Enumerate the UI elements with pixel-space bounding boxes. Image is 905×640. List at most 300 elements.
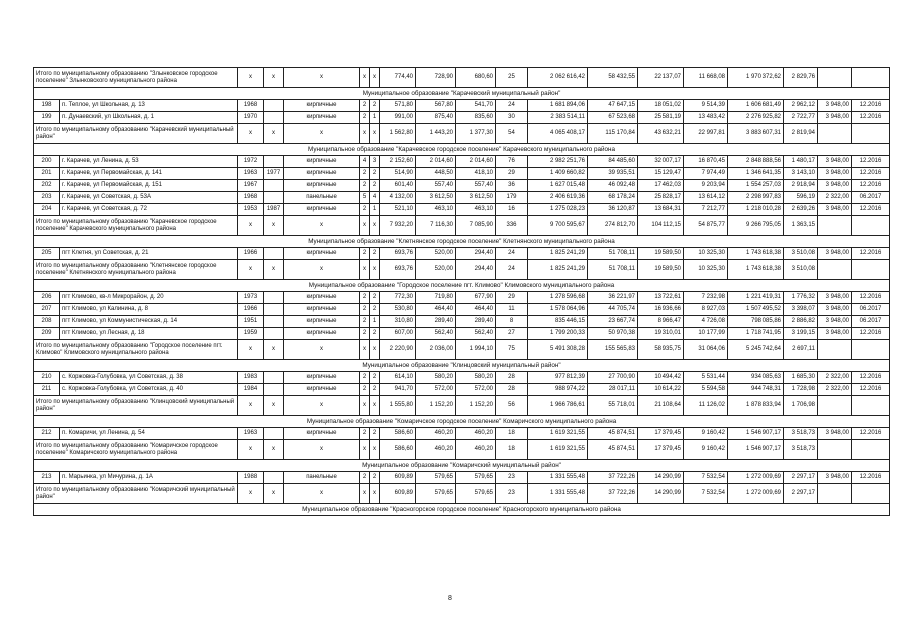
table-cell: х xyxy=(370,484,380,504)
table-cell: 1 443,20 xyxy=(416,124,456,144)
table-cell: х xyxy=(360,440,370,460)
table-cell: 562,40 xyxy=(456,328,496,340)
table-cell: 68 178,24 xyxy=(588,192,638,204)
table-cell: кирпичные xyxy=(284,168,360,180)
row-number: 212 xyxy=(34,428,60,440)
table-cell: 23 xyxy=(496,484,528,504)
table-cell xyxy=(852,396,890,416)
table-cell: 2 xyxy=(360,316,370,328)
table-cell: 2 xyxy=(360,372,370,384)
table-cell: 23 667,74 xyxy=(588,316,638,328)
table-cell: 76 xyxy=(496,156,528,168)
table-cell: 1987 xyxy=(264,204,284,216)
table-cell: 19 589,50 xyxy=(638,248,684,260)
table-cell: 289,40 xyxy=(416,316,456,328)
section-title: Муниципальное образование "Клетнянское городское поселение" Клетнянского муниципального района xyxy=(34,236,890,248)
table-cell: 4 726,08 xyxy=(684,316,728,328)
table-cell xyxy=(264,316,284,328)
table-cell: 460,20 xyxy=(416,440,456,460)
table-cell xyxy=(264,192,284,204)
section-title: Муниципальное образование "Городское поселение пгт. Климово" Климовского муниципального района xyxy=(34,280,890,292)
table-cell: 274 812,70 xyxy=(588,216,638,236)
table-cell: 3 948,00 xyxy=(818,248,852,260)
table-cell: 1 272 009,69 xyxy=(728,484,784,504)
table-cell: 3 xyxy=(370,156,380,168)
table-cell: 24 xyxy=(496,248,528,260)
table-cell: 601,40 xyxy=(380,180,416,192)
table-cell: 977 812,39 xyxy=(528,372,588,384)
table-cell: 14 290,99 xyxy=(638,472,684,484)
table-cell: 310,80 xyxy=(380,316,416,328)
table-cell: 521,10 xyxy=(380,204,416,216)
address-cell: г. Карачев, ул Советская, д. 72 xyxy=(60,204,238,216)
total-label: Итого по муниципальному образованию "Клинцовский муниципальный район" xyxy=(34,396,238,416)
table-cell: 609,89 xyxy=(380,484,416,504)
address-cell: г. Карачев, ул Первомайская, д. 141 xyxy=(60,168,238,180)
table-cell: 464,40 xyxy=(416,304,456,316)
table-row xyxy=(34,292,890,304)
table-cell: кирпичные xyxy=(284,292,360,304)
table-cell xyxy=(818,124,852,144)
table-cell: 3 948,00 xyxy=(818,292,852,304)
table-cell xyxy=(264,372,284,384)
table-cell: 39 935,51 xyxy=(588,168,638,180)
table-cell: 2 886,82 xyxy=(784,316,818,328)
table-cell: х xyxy=(284,484,360,504)
table-cell: 4 xyxy=(360,156,370,168)
table-cell: 37 722,26 xyxy=(588,472,638,484)
table-cell: 29 xyxy=(496,292,528,304)
table-cell: кирпичные xyxy=(284,372,360,384)
table-row xyxy=(34,304,890,316)
row-number: 198 xyxy=(34,100,60,112)
table-cell xyxy=(818,340,852,360)
table-cell: 4 132,00 xyxy=(380,192,416,204)
table-cell: х xyxy=(370,396,380,416)
address-cell: п. Теплое, ул Школьная, д. 13 xyxy=(60,100,238,112)
table-cell xyxy=(852,440,890,460)
table-cell xyxy=(264,100,284,112)
table-cell: 21 108,64 xyxy=(638,396,684,416)
table-cell: 1 275 028,23 xyxy=(528,204,588,216)
table-cell: 3 518,73 xyxy=(784,440,818,460)
table-cell: 579,65 xyxy=(456,472,496,484)
table-cell: 579,65 xyxy=(416,484,456,504)
table-cell: 22 137,07 xyxy=(638,68,684,88)
table-cell: 2 639,26 xyxy=(784,204,818,216)
table-cell: 2 xyxy=(370,168,380,180)
table-cell: 1 331 555,48 xyxy=(528,484,588,504)
table-cell: х xyxy=(370,124,380,144)
table-cell: 2 322,00 xyxy=(818,372,852,384)
table-row xyxy=(34,328,890,340)
table-cell xyxy=(818,440,852,460)
address-cell: пгт Климово, ул Лесная, д. 18 xyxy=(60,328,238,340)
table-cell: 9 700 595,67 xyxy=(528,216,588,236)
table-cell: 25 xyxy=(496,68,528,88)
table-cell: 2 xyxy=(370,180,380,192)
table-cell: 567,80 xyxy=(416,100,456,112)
row-number: 201 xyxy=(34,168,60,180)
table-cell: 32 007,17 xyxy=(638,156,684,168)
total-row xyxy=(34,216,890,236)
table-cell: 18 xyxy=(496,440,528,460)
table-cell: х xyxy=(238,124,264,144)
table-cell: 12.2016 xyxy=(852,428,890,440)
table-cell: 1 546 907,17 xyxy=(728,440,784,460)
table-cell: 1 377,30 xyxy=(456,124,496,144)
table-cell xyxy=(852,216,890,236)
table-cell: 9 160,42 xyxy=(684,440,728,460)
address-cell: пгт Клетня, ул Советская, д. 21 xyxy=(60,248,238,260)
table-cell: 2 297,17 xyxy=(784,484,818,504)
table-cell: х xyxy=(370,68,380,88)
table-row xyxy=(34,384,890,396)
table-cell: 3 510,08 xyxy=(784,260,818,280)
table-cell: 571,80 xyxy=(380,100,416,112)
table-cell: 579,65 xyxy=(416,472,456,484)
table-cell xyxy=(818,216,852,236)
table-cell: 84 485,60 xyxy=(588,156,638,168)
table-cell: х xyxy=(370,216,380,236)
table-cell: 1953 xyxy=(238,204,264,216)
total-row xyxy=(34,68,890,88)
page-number: 8 xyxy=(448,595,452,602)
table-cell: 1 878 833,94 xyxy=(728,396,784,416)
table-cell: 460,20 xyxy=(416,428,456,440)
total-row xyxy=(34,260,890,280)
table-cell: 1 480,17 xyxy=(784,156,818,168)
row-number: 208 xyxy=(34,316,60,328)
table-cell: 8 927,03 xyxy=(684,304,728,316)
table-cell: 1 606 681,49 xyxy=(728,100,784,112)
table-cell: 31 064,06 xyxy=(684,340,728,360)
table-cell: 294,40 xyxy=(456,248,496,260)
table-cell: 1951 xyxy=(238,316,264,328)
table-cell: 1 xyxy=(370,112,380,124)
table-cell: 17 379,45 xyxy=(638,440,684,460)
total-label: Итого по муниципальному образованию "Клетнянское городское поселение" Клетнянского муниципального района xyxy=(34,260,238,280)
table-cell: 06.2017 xyxy=(852,316,890,328)
table-cell: 2 xyxy=(360,428,370,440)
table-cell: 47 647,15 xyxy=(588,100,638,112)
table-cell: 14 290,99 xyxy=(638,484,684,504)
table-cell xyxy=(264,304,284,316)
table-cell: 2 xyxy=(360,112,370,124)
table-cell: 2 297,17 xyxy=(784,472,818,484)
table-cell: 875,40 xyxy=(416,112,456,124)
row-number: 211 xyxy=(34,384,60,396)
table-cell: кирпичные xyxy=(284,248,360,260)
table-cell: 1967 xyxy=(238,180,264,192)
section-header-row xyxy=(34,280,890,292)
table-cell xyxy=(818,396,852,416)
total-row xyxy=(34,440,890,460)
table-cell: х xyxy=(264,260,284,280)
total-label: Итого по муниципальному образованию "Городское поселение пгт. Климово" Климовского муниципального района xyxy=(34,340,238,360)
table-cell: 941,70 xyxy=(380,384,416,396)
table-cell: 06.2017 xyxy=(852,192,890,204)
section-header-row xyxy=(34,460,890,472)
table-cell: 2 276 925,82 xyxy=(728,112,784,124)
table-cell: 3 948,00 xyxy=(818,304,852,316)
row-number: 210 xyxy=(34,372,60,384)
row-number: 209 xyxy=(34,328,60,340)
address-cell: пгт Климово, ул Коммунистическая, д. 14 xyxy=(60,316,238,328)
address-cell: пгт Климово, кв-л Микрорайон, д. 20 xyxy=(60,292,238,304)
table-cell: 2 xyxy=(370,384,380,396)
section-header-row xyxy=(34,88,890,100)
table-cell: 10 325,30 xyxy=(684,248,728,260)
table-cell: 2 014,60 xyxy=(416,156,456,168)
table-cell: 54 xyxy=(496,124,528,144)
table-row xyxy=(34,204,890,216)
address-cell: с. Коржовка-Голубовка, ул Советская, д. 40 xyxy=(60,384,238,396)
row-number: 213 xyxy=(34,472,60,484)
table-cell: х xyxy=(360,396,370,416)
address-cell: п. Дунаевский, ул Школьная, д. 1 xyxy=(60,112,238,124)
table-row xyxy=(34,168,890,180)
table-cell: 2 829,76 xyxy=(784,68,818,88)
table-cell: 27 700,90 xyxy=(588,372,638,384)
table-cell: 16 xyxy=(496,204,528,216)
table-cell xyxy=(852,484,890,504)
table-body xyxy=(34,68,890,516)
table-cell: 1 994,10 xyxy=(456,340,496,360)
address-cell: г. Карачев, ул Ленина, д. 53 xyxy=(60,156,238,168)
table-cell: 1 966 786,61 xyxy=(528,396,588,416)
table-cell: 3 948,00 xyxy=(818,112,852,124)
table-cell: 9 266 795,05 xyxy=(728,216,784,236)
table-cell: 9 160,42 xyxy=(684,428,728,440)
table-cell: 55 718,01 xyxy=(588,396,638,416)
table-cell: 1 218 010,28 xyxy=(728,204,784,216)
table-cell: 5 245 742,64 xyxy=(728,340,784,360)
table-cell: 10 614,22 xyxy=(638,384,684,396)
table-cell: 12.2016 xyxy=(852,372,890,384)
table-cell: 2 697,11 xyxy=(784,340,818,360)
table-cell: 1 728,98 xyxy=(784,384,818,396)
address-cell: п. Комаричи, ул Ленина, д. 54 xyxy=(60,428,238,440)
table-cell: 2 xyxy=(360,472,370,484)
table-cell: 614,10 xyxy=(380,372,416,384)
table-cell: х xyxy=(264,216,284,236)
table-cell xyxy=(818,68,852,88)
table-cell: 67 523,68 xyxy=(588,112,638,124)
table-cell: 13 684,31 xyxy=(638,204,684,216)
table-cell: 50 970,38 xyxy=(588,328,638,340)
table-cell: 418,10 xyxy=(456,168,496,180)
table-cell: 3 948,00 xyxy=(818,180,852,192)
table-cell: 3 612,50 xyxy=(416,192,456,204)
table-cell: 2 036,00 xyxy=(416,340,456,360)
table-cell: 1 xyxy=(370,204,380,216)
table-cell: 557,40 xyxy=(456,180,496,192)
table-cell: 11 126,02 xyxy=(684,396,728,416)
table-cell: 728,90 xyxy=(416,68,456,88)
table-cell: 16 870,45 xyxy=(684,156,728,168)
table-cell: 1968 xyxy=(238,100,264,112)
table-cell: 12.2016 xyxy=(852,248,890,260)
table-cell: 2 322,00 xyxy=(818,192,852,204)
table-cell: х xyxy=(284,440,360,460)
table-cell: х xyxy=(238,396,264,416)
table-row xyxy=(34,372,890,384)
table-cell: 1 346 641,35 xyxy=(728,168,784,180)
table-cell: 991,00 xyxy=(380,112,416,124)
table-cell: 580,20 xyxy=(456,372,496,384)
row-number: 205 xyxy=(34,248,60,260)
table-cell: 58 432,55 xyxy=(588,68,638,88)
table-cell: 1 221 419,31 xyxy=(728,292,784,304)
section-header-row xyxy=(34,144,890,156)
table-cell: 448,50 xyxy=(416,168,456,180)
table-cell: 289,40 xyxy=(456,316,496,328)
table-cell: 24 xyxy=(496,100,528,112)
table-cell: 155 565,83 xyxy=(588,340,638,360)
table-cell: панельные xyxy=(284,192,360,204)
table-cell: 3 518,73 xyxy=(784,428,818,440)
table-cell: 3 948,00 xyxy=(818,328,852,340)
table-cell: 1984 xyxy=(238,384,264,396)
table-cell: 56 xyxy=(496,396,528,416)
table-cell xyxy=(852,340,890,360)
table-cell: 2 298 997,83 xyxy=(728,192,784,204)
table-cell: 28 xyxy=(496,384,528,396)
table-cell: 1970 xyxy=(238,112,264,124)
table-cell: 1 152,20 xyxy=(416,396,456,416)
table-cell: 10 325,30 xyxy=(684,260,728,280)
section-title: Муниципальное образование "Комаричский муниципальный район" xyxy=(34,460,890,472)
table-cell: 1988 xyxy=(238,472,264,484)
total-row xyxy=(34,124,890,144)
section-title: Муниципальное образование "Карачевский муниципальный район" xyxy=(34,88,890,100)
table-cell: 514,90 xyxy=(380,168,416,180)
table-cell: 2 xyxy=(360,328,370,340)
table-cell: 2 383 514,11 xyxy=(528,112,588,124)
table-cell: 3 510,08 xyxy=(784,248,818,260)
table-cell: 2 xyxy=(360,204,370,216)
table-cell: 2 xyxy=(360,100,370,112)
table-cell: 835,60 xyxy=(456,112,496,124)
table-cell: х xyxy=(264,68,284,88)
table-cell: кирпичные xyxy=(284,156,360,168)
table-cell: 2 xyxy=(360,248,370,260)
table-cell: 22 997,81 xyxy=(684,124,728,144)
table-cell: 1 825 241,29 xyxy=(528,260,588,280)
table-cell: 28 xyxy=(496,372,528,384)
table-cell: х xyxy=(284,124,360,144)
table-cell: 1 331 555,48 xyxy=(528,472,588,484)
table-cell xyxy=(852,260,890,280)
table-cell: 17 379,45 xyxy=(638,428,684,440)
table-cell: 835 446,15 xyxy=(528,316,588,328)
table-row xyxy=(34,316,890,328)
total-row xyxy=(34,340,890,360)
table-cell: 3 948,00 xyxy=(818,204,852,216)
table-cell: 18 051,02 xyxy=(638,100,684,112)
table-cell: 5 594,58 xyxy=(684,384,728,396)
table-cell: 179 xyxy=(496,192,528,204)
table-cell xyxy=(264,328,284,340)
section-title: Муниципальное образование "Красногорское городское поселение" Красногорского муниципального района xyxy=(34,504,890,516)
table-cell: 798 085,86 xyxy=(728,316,784,328)
table-cell: 8 xyxy=(496,316,528,328)
table-cell: 1 619 321,55 xyxy=(528,428,588,440)
table-row xyxy=(34,112,890,124)
table-cell: х xyxy=(284,68,360,88)
table-cell: 7 116,30 xyxy=(416,216,456,236)
table-cell: 9 514,39 xyxy=(684,100,728,112)
table-cell: 1 743 618,38 xyxy=(728,260,784,280)
table-cell: 1 152,20 xyxy=(456,396,496,416)
table-cell: панельные xyxy=(284,472,360,484)
table-cell: 2 982 251,76 xyxy=(528,156,588,168)
table-cell: 2 xyxy=(370,304,380,316)
table-cell: кирпичные xyxy=(284,328,360,340)
table-cell: х xyxy=(360,216,370,236)
table-cell: 464,40 xyxy=(456,304,496,316)
table-cell: 1 562,80 xyxy=(380,124,416,144)
table-cell xyxy=(852,124,890,144)
table-cell: 36 120,87 xyxy=(588,204,638,216)
table-cell: 934 085,63 xyxy=(728,372,784,384)
table-cell: 677,90 xyxy=(456,292,496,304)
table-row xyxy=(34,192,890,204)
table-cell: х xyxy=(238,260,264,280)
table-cell xyxy=(264,428,284,440)
table-cell: 43 632,21 xyxy=(638,124,684,144)
table-cell: 1 627 015,48 xyxy=(528,180,588,192)
table-cell: х xyxy=(264,484,284,504)
table-cell: х xyxy=(238,440,264,460)
table-cell: кирпичные xyxy=(284,316,360,328)
total-label: Итого по муниципальному образованию "Комаричский муниципальный район" xyxy=(34,484,238,504)
table-cell: 460,20 xyxy=(456,440,496,460)
table-cell: 3 883 607,31 xyxy=(728,124,784,144)
table-cell: 51 708,11 xyxy=(588,260,638,280)
table-cell xyxy=(264,248,284,260)
table-cell: 4 065 408,17 xyxy=(528,124,588,144)
table-cell: х xyxy=(238,68,264,88)
table-cell: х xyxy=(360,68,370,88)
table-cell: 3 948,00 xyxy=(818,472,852,484)
row-number: 204 xyxy=(34,204,60,216)
table-cell: 5 491 308,28 xyxy=(528,340,588,360)
table-cell: 1968 xyxy=(238,192,264,204)
table-cell: 2 xyxy=(370,372,380,384)
table-cell: 12.2016 xyxy=(852,168,890,180)
table-cell: 580,20 xyxy=(416,372,456,384)
table-cell: 36 221,97 xyxy=(588,292,638,304)
table-cell: 1 685,30 xyxy=(784,372,818,384)
table-cell: 2 xyxy=(360,168,370,180)
table-cell xyxy=(264,472,284,484)
table-cell: 1 776,32 xyxy=(784,292,818,304)
table-cell: 680,60 xyxy=(456,68,496,88)
table-row xyxy=(34,472,890,484)
table-cell: х xyxy=(238,216,264,236)
table-cell: 2 722,77 xyxy=(784,112,818,124)
table-cell: х xyxy=(264,396,284,416)
table-cell: х xyxy=(360,340,370,360)
table-cell: х xyxy=(370,340,380,360)
table-cell xyxy=(818,260,852,280)
row-number: 199 xyxy=(34,112,60,124)
table-cell: 1959 xyxy=(238,328,264,340)
table-row xyxy=(34,100,890,112)
table-cell: 520,00 xyxy=(416,248,456,260)
